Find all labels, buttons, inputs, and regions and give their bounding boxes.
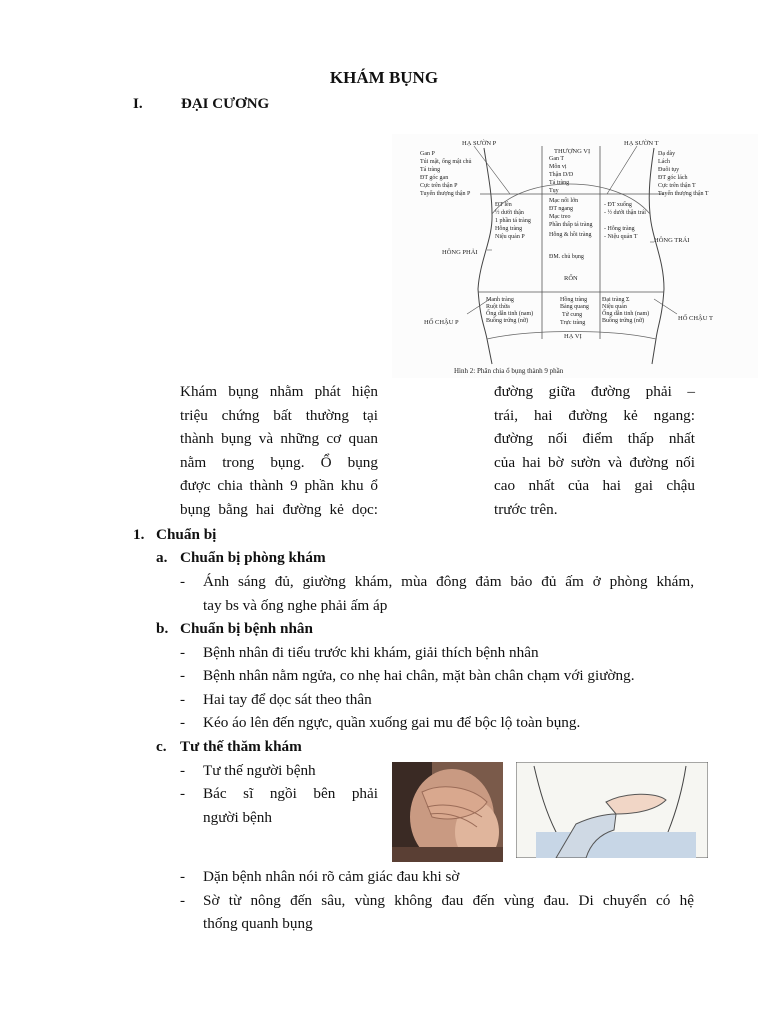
svg-text:Đuôi tụy: Đuôi tụy: [658, 167, 680, 173]
heading-tu-the: Tư thế thăm khám: [180, 738, 302, 755]
svg-text:Manh tràng: Manh tràng: [486, 297, 514, 303]
bullet-dash: -: [180, 573, 186, 590]
svg-text:Hỗng & hồi tràng: Hỗng & hồi tràng: [549, 232, 592, 238]
intro-paragraph-right: đường giữa đường phải – trái, hai đường kẻ ngang: đường nối điểm thấp nhất của hai bờ sườn và đường nối cao nhất của hai gai chậu trước trên.: [494, 383, 695, 518]
label-thuong-vi: THƯỢNG VỊ: [554, 148, 591, 155]
svg-text:Gan T: Gan T: [549, 156, 565, 162]
bullet-dash: -: [180, 667, 186, 684]
svg-text:Túi mật, ống mật chủ: Túi mật, ống mật chủ: [420, 159, 472, 165]
svg-text:Đại tràng Σ: Đại tràng Σ: [602, 297, 630, 303]
label-ha-vi: HẠ VỊ: [564, 333, 582, 340]
svg-text:Ống dẫn tinh (nam): Ống dẫn tinh (nam): [602, 311, 650, 317]
svg-text:ĐT góc lách: ĐT góc lách: [658, 175, 688, 181]
bullet-dash: -: [180, 892, 186, 909]
label-ho-chau-t: HỐ CHẬU T: [678, 315, 713, 322]
section-number: I.: [133, 96, 143, 112]
label-hong-phai: HÔNG PHẢI: [442, 249, 478, 256]
page-title: KHÁM BỤNG: [329, 68, 439, 87]
heading-benh-nhan: Chuẩn bị bệnh nhân: [180, 620, 313, 637]
label-ha-suon-p: HẠ SƯỜN P: [462, 140, 497, 147]
label-ron: RỐN: [564, 275, 578, 282]
svg-text:Niệu quản: Niệu quản: [602, 304, 627, 310]
heading-phong-kham: Chuẩn bị phòng khám: [180, 549, 326, 566]
svg-text:Tử cung: Tử cung: [562, 312, 583, 318]
bullet-dash: -: [180, 691, 186, 708]
svg-text:ĐT lên: ĐT lên: [495, 202, 512, 208]
svg-text:½ dưới thận: ½ dưới thận: [495, 210, 524, 216]
sub-number-a: a.: [156, 549, 168, 566]
svg-text:Phần thấp tá tràng: Phần thấp tá tràng: [549, 222, 593, 228]
list-item: Hai tay để dọc sát theo thân: [203, 691, 372, 708]
svg-text:Niệu quản P: Niệu quản P: [495, 234, 525, 240]
svg-text:Buồng trứng (nữ): Buồng trứng (nữ): [486, 318, 529, 324]
palpation-photo: [392, 762, 503, 862]
svg-text:Tá tràng: Tá tràng: [549, 180, 570, 186]
bullet-dash: -: [180, 762, 186, 779]
svg-text:Tá tràng: Tá tràng: [420, 167, 441, 173]
svg-text:ĐT góc gan: ĐT góc gan: [420, 175, 449, 181]
svg-text:Hỗng tràng: Hỗng tràng: [495, 226, 523, 232]
sub-number-b: b.: [156, 620, 169, 637]
list-item: Bệnh nhân đi tiểu trước khi khám, giải thích bệnh nhân: [203, 644, 539, 661]
svg-text:Mạc treo: Mạc treo: [549, 214, 571, 220]
list-item-cont: người bệnh: [203, 809, 272, 826]
svg-text:Hồng tràng: Hồng tràng: [560, 297, 588, 303]
svg-text:- Niệu quản T: - Niệu quản T: [604, 234, 638, 240]
svg-text:Tuyến thượng thận P: Tuyến thượng thận P: [420, 191, 471, 197]
svg-text:Dạ dày: Dạ dày: [658, 151, 676, 157]
sub-number-c: c.: [156, 738, 167, 755]
list-item: Bệnh nhân nằm ngửa, co nhẹ hai chân, mặt bàn chân chạm với giường.: [203, 667, 635, 684]
list-item: Tư thế người bệnh: [203, 762, 316, 779]
svg-text:1 phần tá tràng: 1 phần tá tràng: [495, 218, 531, 224]
svg-text:Cực trên thận T: Cực trên thận T: [658, 183, 696, 189]
svg-text:Lách: Lách: [658, 159, 670, 165]
bullet-dash: -: [180, 644, 186, 661]
svg-text:Tuyến thượng thận T: Tuyến thượng thận T: [658, 191, 709, 197]
bullet-dash: -: [180, 785, 186, 802]
list-item: Ánh sáng đủ, giường khám, mùa đông đảm bảo đủ ấm ở phòng khám,: [203, 573, 694, 590]
svg-text:Ống dẫn tinh (nam): Ống dẫn tinh (nam): [486, 311, 534, 317]
heading-chuan-bi: Chuẩn bị: [156, 526, 217, 543]
section-heading: ĐẠI CƯƠNG: [181, 96, 270, 112]
list-item: Sờ từ nông đến sâu, vùng không đau đến vùng đau. Di chuyển có hệ: [203, 892, 694, 909]
svg-text:ĐT ngang: ĐT ngang: [549, 206, 574, 212]
svg-text:ĐM. chủ bụng: ĐM. chủ bụng: [549, 254, 584, 260]
list-item-cont: tay bs và ống nghe phải ấm áp: [203, 597, 388, 614]
list-item: Kéo áo lên đến ngực, quần xuống gai mu để bộc lộ toàn bụng.: [203, 714, 581, 731]
svg-text:Gan P: Gan P: [420, 151, 435, 157]
svg-text:Thận D/D: Thận D/D: [549, 172, 574, 178]
bullet-dash: -: [180, 714, 186, 731]
svg-text:Mạc nối lớn: Mạc nối lớn: [549, 198, 579, 204]
svg-text:Môn vị: Môn vị: [549, 164, 567, 170]
abdomen-regions-figure: [392, 134, 758, 378]
list-item-cont: thống quanh bụng: [203, 915, 313, 932]
svg-text:Trực tràng: Trực tràng: [560, 320, 586, 326]
intro-paragraph-left: Khám bụng nhằm phát hiện triệu chứng bất thường tại thành bụng và những cơ quan nằm trong bụng. Ổ bụng được chia thành 9 phần khu ổ bụng bằng hai đường kẻ dọc:: [180, 383, 378, 518]
palpation-illustration: [516, 762, 708, 858]
svg-text:- ĐT xuống: - ĐT xuống: [604, 202, 632, 208]
svg-text:Ruột thừa: Ruột thừa: [486, 304, 510, 310]
list-item: Bác sĩ ngồi bên phải: [203, 785, 378, 802]
item-number: 1.: [133, 526, 145, 543]
svg-text:Buồng trứng (nữ): Buồng trứng (nữ): [602, 318, 645, 324]
label-hong-trai: HÔNG TRÁI: [654, 237, 690, 244]
list-item: Dặn bệnh nhân nói rõ cảm giác đau khi sờ: [203, 868, 460, 885]
figure-caption: Hình 2: Phân chia ổ bụng thành 9 phần: [454, 367, 564, 375]
bullet-dash: -: [180, 868, 186, 885]
svg-text:Bàng quang: Bàng quang: [560, 304, 589, 310]
label-ha-suon-t: HẠ SƯỜN T: [624, 140, 659, 147]
svg-text:- Hỗng tràng: - Hỗng tràng: [604, 226, 635, 232]
label-ho-chau-p: HỐ CHẬU P: [424, 319, 459, 326]
svg-text:Tụy: Tụy: [549, 188, 559, 194]
svg-text:- ½ dưới thận trái: - ½ dưới thận trái: [604, 210, 646, 216]
svg-text:Cực trên thận P: Cực trên thận P: [420, 183, 458, 189]
